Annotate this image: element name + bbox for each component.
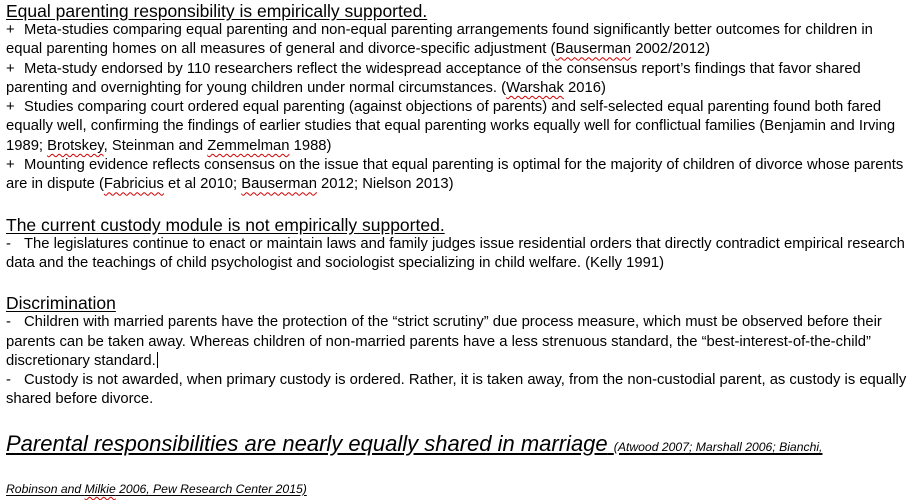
bullet-marker: -: [6, 235, 11, 252]
heading-text: Parental responsibilities are nearly equally shared in marriage: [6, 430, 608, 456]
spellcheck-word[interactable]: Warshak: [506, 79, 564, 96]
bullet-text: Children with married parents have the protection of the “strict scrutiny” due process measure, which must be observed before their parents can be taken away. Whereas children of non-married parents have a less strenuous standard, the “best-interest-of-the-child” discretionary standard.: [6, 314, 882, 369]
heading-citation: (Atwood 2007; Marshall 2006; Bianchi,: [613, 439, 823, 454]
spellcheck-word[interactable]: Bauserman: [241, 176, 317, 193]
bullet-text: The legislatures continue to enact or maintain laws and family judges issue residential orders that directly contradict empirical research data and the teachings of child psychologist and sociologist specializing in child welfare. (Kelly 1991): [6, 235, 905, 271]
spellcheck-word[interactable]: Milkie: [84, 481, 116, 496]
bullet-meta-study-110: [6, 60, 907, 99]
paragraph-spacer: [6, 195, 907, 215]
text-cursor: [157, 352, 158, 368]
bullet-married-parents: [6, 313, 907, 371]
bullet-text: Mounting evidence reflects consensus on the issue that equal parenting is optimal for the majority of children of divorce whose parents are in dispute (: [6, 157, 904, 193]
bullet-mid: et al 2010;: [163, 176, 242, 193]
bullet-tail: 2016): [563, 79, 606, 96]
spellcheck-word[interactable]: Fabricius: [103, 176, 164, 193]
bullet-meta-studies: [6, 21, 907, 60]
bullet-text: Custody is not awarded, when primary custody is ordered. Rather, it is taken away, from the non-custodial parent, as custody is equally shared before divorce.: [6, 372, 907, 408]
citation-continuation: [6, 481, 907, 498]
bullet-text: Meta-study endorsed by 110 researchers reflect the widespread acceptance of the consensus report’s findings that favor shared parenting and overnighting for young children under normal circumstances. (: [6, 60, 861, 96]
bullet-text: Meta-studies comparing equal parenting and non-equal parenting arrangements found significantly better outcomes for children in equal parenting homes on all measures of general and divorce-specific adjustment (: [6, 22, 873, 58]
bullet-marker: +: [6, 22, 15, 38]
spellcheck-word[interactable]: Bauserman: [555, 41, 632, 58]
spellcheck-word[interactable]: Zemmelman: [207, 137, 290, 154]
spellcheck-word[interactable]: Brotskey: [47, 137, 104, 154]
paragraph-spacer: [6, 273, 907, 293]
bullet-tail: 2012; Nielson 2013): [316, 176, 454, 193]
section-heading-parental-responsibilities: [6, 432, 907, 459]
bullet-marker: +: [6, 99, 15, 116]
citation-text: Robinson and: [6, 481, 85, 496]
bullet-marker: +: [6, 60, 15, 77]
citation-text: 2006, Pew Research Center 2015): [115, 481, 307, 496]
bullet-mounting-evidence: [6, 156, 907, 195]
bullet-legislatures: [6, 235, 907, 274]
bullet-marker: +: [6, 157, 15, 174]
bullet-custody-not-awarded: [6, 371, 907, 410]
bullet-tail: 1988): [289, 137, 332, 154]
bullet-marker: -: [6, 314, 11, 331]
section-heading-equal-parenting: Equal parenting responsibility is empirically supported.: [6, 1, 428, 21]
bullet-marker: -: [6, 372, 11, 389]
section-heading-discrimination: Discrimination: [6, 293, 116, 314]
bullet-text: Studies comparing court ordered equal parenting (against objections of parents) and self-selected equal parenting found both fared equally well, confirming the findings of earlier studies that equal parenting works equally well for conflictual families (Benjamin and Irving 1989;: [6, 99, 896, 154]
section-heading-custody-module: The current custody module is not empirically supported.: [6, 214, 445, 235]
bullet-court-ordered: [6, 98, 907, 156]
bullet-mid: , Steinman and: [103, 137, 208, 154]
bullet-tail: 2002/2012): [631, 41, 711, 58]
